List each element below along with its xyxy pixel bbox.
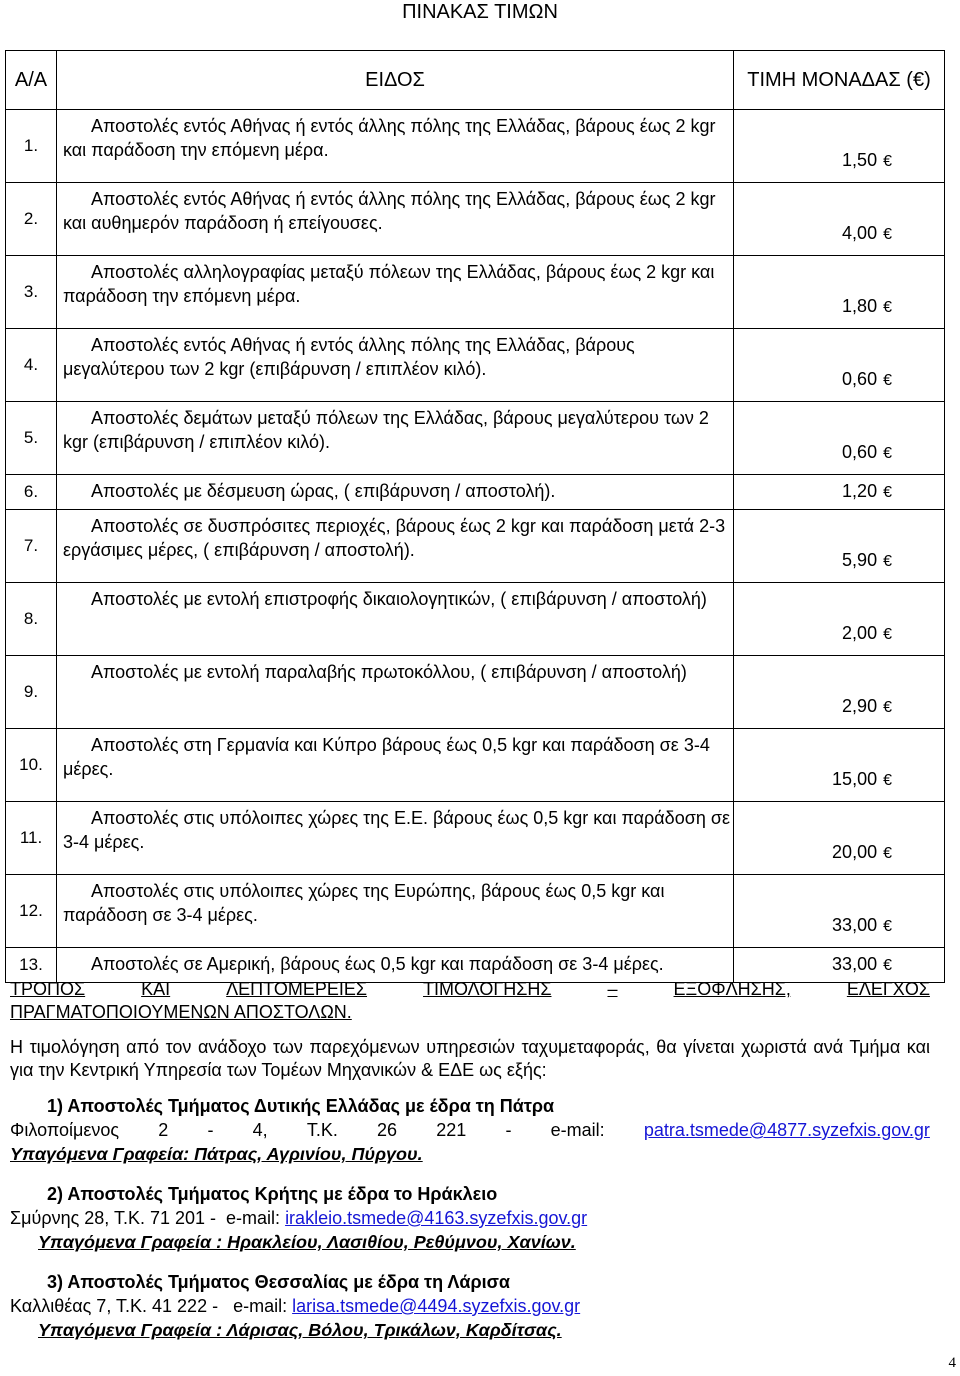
office-address xyxy=(10,1206,930,1230)
row-price xyxy=(734,110,945,183)
table-row xyxy=(6,329,945,402)
table-row xyxy=(6,510,945,583)
office-subsidiaries: Υπαγόμενα Γραφεία : Ηρακλείου, Λασιθίου, Ρεθύμνου, Χανίων. xyxy=(38,1232,576,1252)
row-description xyxy=(57,802,734,875)
row-description-text: Αποστολές με εντολή παραλαβής πρωτοκόλλου, ( επιβάρυνση / αποστολή) xyxy=(91,662,687,682)
euro-icon: € xyxy=(883,553,892,570)
row-description xyxy=(57,583,734,656)
billing-heading xyxy=(10,978,930,1024)
address-part: - xyxy=(505,1120,512,1140)
row-price xyxy=(734,329,945,402)
address-part: Φιλοποίμενος xyxy=(10,1120,120,1140)
row-description xyxy=(57,256,734,329)
billing-heading-line2: ΠΡΑΓΜΑΤΟΠΟΙΟΥΜΕΝΩΝ ΑΠΟΣΤΟΛΩΝ. xyxy=(10,1002,352,1022)
row-number: 3. xyxy=(6,256,57,329)
row-number: 4. xyxy=(6,329,57,402)
page-title: ΠΙΝΑΚΑΣ ΤΙΜΩΝ xyxy=(402,1,558,23)
office-larisa xyxy=(10,1270,930,1342)
row-price-value: 1,80 xyxy=(842,296,878,316)
table-row xyxy=(6,402,945,475)
row-description-text: Αποστολές με εντολή επιστροφής δικαιολογητικών, ( επιβάρυνση / αποστολή) xyxy=(91,589,707,609)
office-email-link[interactable]: irakleio.tsmede@4163.syzefxis.gov.gr xyxy=(285,1208,588,1228)
row-price-value: 15,00 xyxy=(832,769,878,789)
row-number: 8. xyxy=(6,583,57,656)
row-price-value: 1,50 xyxy=(842,150,878,170)
address-part: Τ.Κ. xyxy=(306,1120,338,1140)
row-description-text: Αποστολές σε δυσπρόσιτες περιοχές, βάρους έως 2 kgr και παράδοση μετά 2-3 εργάσιμες μέρες, ( επιβάρυνση / αποστολή). xyxy=(63,516,726,560)
row-price-value: 5,90 xyxy=(842,550,878,570)
row-description-text: Αποστολές στις υπόλοιπες χώρες της Ε.Ε. βάρους έως 0,5 kgr και παράδοση σε 3-4 μέρες. xyxy=(63,808,730,852)
row-number: 12. xyxy=(6,875,57,948)
office-address-text: Καλλιθέας 7, Τ.Κ. 41 222 - e-mail: xyxy=(10,1296,293,1316)
address-part: 2 xyxy=(158,1120,169,1140)
table-row xyxy=(6,475,945,510)
euro-icon: € xyxy=(883,957,892,974)
row-number: 1. xyxy=(6,110,57,183)
row-price xyxy=(734,183,945,256)
office-address xyxy=(10,1118,930,1142)
address-part: 26 xyxy=(377,1120,398,1140)
row-price xyxy=(734,510,945,583)
office-address-text: Σμύρνης 28, Τ.Κ. 71 201 - e-mail: xyxy=(10,1208,286,1228)
heading-word: ΕΛΕΓΧΟΣ xyxy=(846,979,930,999)
page-number: 4 xyxy=(948,1355,956,1371)
table-row xyxy=(6,656,945,729)
address-part: 221 xyxy=(436,1120,467,1140)
row-description-text: Αποστολές εντός Αθήνας ή εντός άλλης πόλης της Ελλάδας, βάρους έως 2 kgr και παράδοση την επόμενη μέρα. xyxy=(63,116,716,160)
office-email-link[interactable]: larisa.tsmede@4494.syzefxis.gov.gr xyxy=(292,1296,581,1316)
row-description xyxy=(57,475,734,510)
euro-icon: € xyxy=(883,445,892,462)
row-price-value: 2,90 xyxy=(842,696,878,716)
billing-intro: Η τιμολόγηση από τον ανάδοχο των παρεχόμενων υπηρεσιών ταχυμεταφοράς, θα γίνεται χωριστά ανά Τμήμα και για την Κεντρική Υπηρεσία των Τομέων Μηχανικών & ΕΔΕ ως εξής: xyxy=(10,1037,930,1080)
row-number: 10. xyxy=(6,729,57,802)
header-price: ΤΙΜΗ ΜΟΝΑΔΑΣ (€) xyxy=(734,51,945,110)
address-part: - xyxy=(207,1120,214,1140)
row-number: 2. xyxy=(6,183,57,256)
row-number: 7. xyxy=(6,510,57,583)
row-number: 11. xyxy=(6,802,57,875)
row-number: 5. xyxy=(6,402,57,475)
row-description xyxy=(57,110,734,183)
row-description-text: Αποστολές στις υπόλοιπες χώρες της Ευρώπης, βάρους έως 0,5 kgr και παράδοση σε 3-4 μέρες. xyxy=(63,881,665,925)
euro-icon: € xyxy=(883,845,892,862)
euro-icon: € xyxy=(883,699,892,716)
row-number: 9. xyxy=(6,656,57,729)
row-description-text: Αποστολές αλληλογραφίας μεταξύ πόλεων της Ελλάδας, βάρους έως 2 kgr και παράδοση την επόμενη μέρα. xyxy=(63,262,715,306)
row-price xyxy=(734,402,945,475)
row-price xyxy=(734,875,945,948)
office-email-link[interactable]: patra.tsmede@4877.syzefxis.gov.gr xyxy=(643,1120,930,1140)
euro-icon: € xyxy=(883,226,892,243)
row-price xyxy=(734,475,945,510)
row-description xyxy=(57,329,734,402)
row-price xyxy=(734,583,945,656)
row-price-value: 4,00 xyxy=(842,223,878,243)
row-price xyxy=(734,656,945,729)
table-row xyxy=(6,110,945,183)
office-subsidiaries: Υπαγόμενα Γραφεία : Λάρισας, Βόλου, Τρικάλων, Καρδίτσας. xyxy=(38,1320,562,1340)
table-row xyxy=(6,583,945,656)
euro-icon: € xyxy=(883,918,892,935)
euro-icon: € xyxy=(883,372,892,389)
row-price-value: 0,60 xyxy=(842,369,878,389)
table-row xyxy=(6,802,945,875)
row-description-text: Αποστολές εντός Αθήνας ή εντός άλλης πόλης της Ελλάδας, βάρους μεγαλύτερου των 2 kgr (επιβάρυνση / επιπλέον κιλό). xyxy=(63,335,635,379)
row-number: 6. xyxy=(6,475,57,510)
address-part: 4, xyxy=(252,1120,268,1140)
row-description-text: Αποστολές με δέσμευση ώρας, ( επιβάρυνση / αποστολή). xyxy=(91,481,556,501)
row-price-value: 0,60 xyxy=(842,442,878,462)
table-header-row xyxy=(6,51,945,110)
row-price-value: 33,00 xyxy=(832,915,878,935)
office-title: 2) Αποστολές Τμήματος Κρήτης με έδρα το Ηράκλειο xyxy=(47,1184,498,1204)
office-irakleio xyxy=(10,1182,930,1254)
row-description xyxy=(57,510,734,583)
row-price xyxy=(734,802,945,875)
row-price xyxy=(734,729,945,802)
office-patra xyxy=(10,1094,930,1166)
row-price-value: 33,00 xyxy=(832,954,878,974)
heading-word: ΤΡΟΠΟΣ xyxy=(10,979,86,999)
row-price xyxy=(734,256,945,329)
row-price-value: 20,00 xyxy=(832,842,878,862)
heading-word: ΚΑΙ xyxy=(141,979,171,999)
row-description-text: Αποστολές σε Αμερική, βάρους έως 0,5 kgr και παράδοση σε 3-4 μέρες. xyxy=(91,954,664,974)
address-part: e-mail: xyxy=(550,1120,605,1140)
header-aa: Α/Α xyxy=(6,51,57,110)
row-description xyxy=(57,656,734,729)
office-title: 1) Αποστολές Τμήματος Δυτικής Ελλάδας με έδρα τη Πάτρα xyxy=(47,1096,555,1116)
office-address xyxy=(10,1294,930,1318)
heading-word: ΤΙΜΟΛΟΓΗΣΗΣ xyxy=(423,979,552,999)
row-description xyxy=(57,402,734,475)
euro-icon: € xyxy=(883,299,892,316)
row-description xyxy=(57,183,734,256)
table-row xyxy=(6,729,945,802)
euro-icon: € xyxy=(883,772,892,789)
row-price-value: 1,20 xyxy=(842,481,878,501)
heading-word: ΕΞΟΦΛΗΣΗΣ, xyxy=(673,979,791,999)
table-row xyxy=(6,875,945,948)
row-description-text: Αποστολές δεμάτων μεταξύ πόλεων της Ελλάδας, βάρους μεγαλύτερου των 2 kgr (επιβάρυνση / επιπλέον κιλό). xyxy=(63,408,709,452)
header-item: ΕΙΔΟΣ xyxy=(57,51,734,110)
heading-word: ΛΕΠΤΟΜΕΡΕΙΕΣ xyxy=(226,979,368,999)
office-title: 3) Αποστολές Τμήματος Θεσσαλίας με έδρα τη Λάρισα xyxy=(47,1272,510,1292)
euro-icon: € xyxy=(883,626,892,643)
row-description-text: Αποστολές εντός Αθήνας ή εντός άλλης πόλης της Ελλάδας, βάρους έως 2 kgr και αυθημερόν παράδοση ή επείγουσες. xyxy=(63,189,716,233)
row-description-text: Αποστολές στη Γερμανία και Κύπρο βάρους έως 0,5 kgr και παράδοση σε 3-4 μέρες. xyxy=(63,735,710,779)
euro-icon: € xyxy=(883,484,892,501)
row-price-value: 2,00 xyxy=(842,623,878,643)
price-table xyxy=(5,50,945,983)
euro-icon: € xyxy=(883,153,892,170)
row-description xyxy=(57,729,734,802)
table-row xyxy=(6,256,945,329)
heading-word: – xyxy=(607,979,618,999)
table-row xyxy=(6,183,945,256)
row-description xyxy=(57,875,734,948)
office-subsidiaries: Υπαγόμενα Γραφεία: Πάτρας, Αγρινίου, Πύργου. xyxy=(10,1144,423,1164)
row-number: 13. xyxy=(6,948,57,983)
